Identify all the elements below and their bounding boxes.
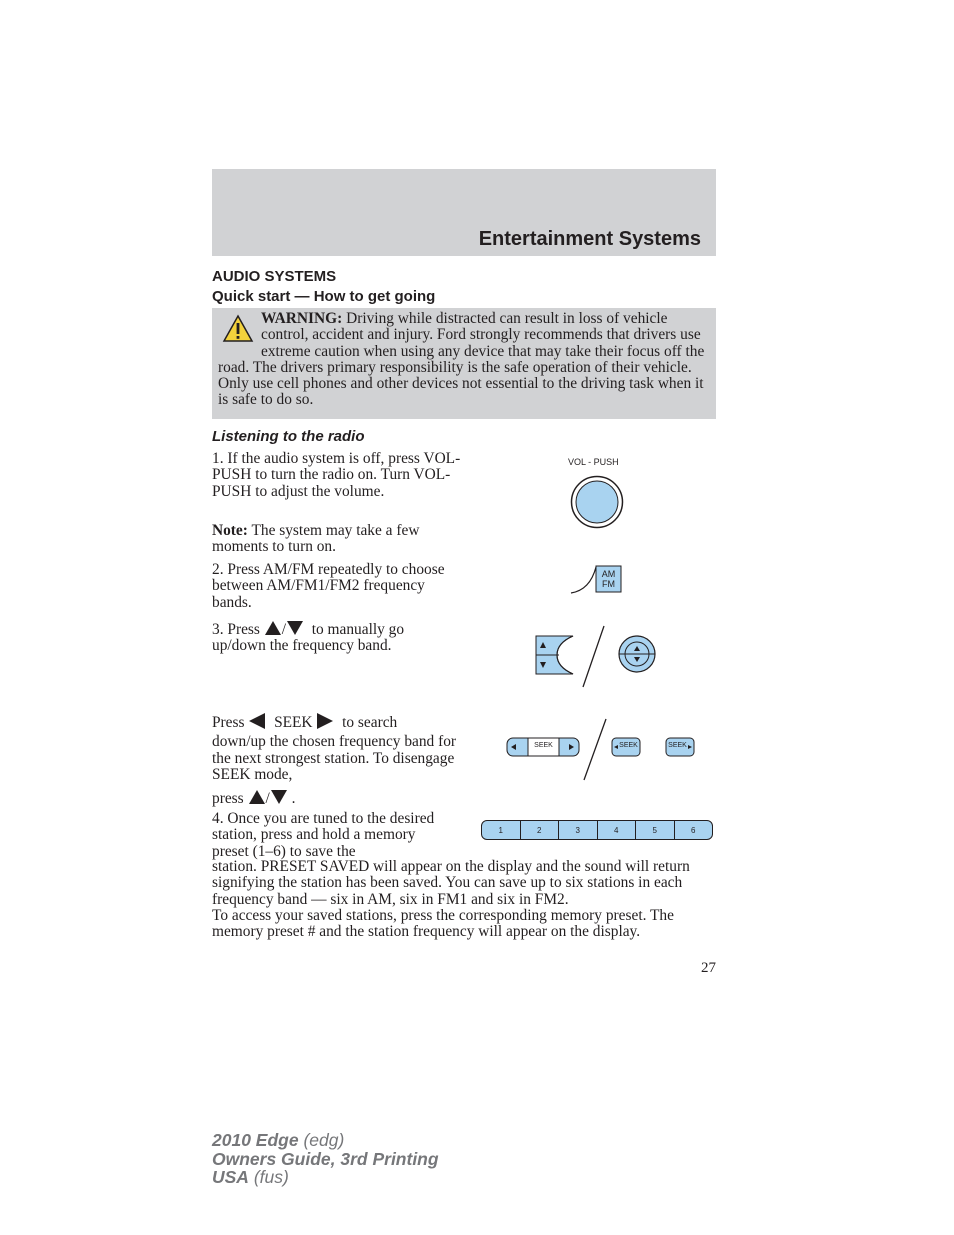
note-text (212, 523, 462, 556)
seek-sep: / (265, 790, 270, 808)
seek-press: press (212, 790, 244, 808)
warning-label: WARNING: (261, 310, 343, 327)
memory-preset-bar (481, 820, 713, 840)
footer-model-code: (edg) (298, 1130, 345, 1150)
access-text: To access your saved stations, press the corresponding memory preset. The memory preset # and the station frequency will appear on the display. (212, 907, 674, 941)
step-2-text: 2. Press AM/FM repeatedly to choose between AM/FM1/FM2 frequency bands. (212, 561, 445, 611)
step-3-text (212, 620, 442, 655)
footer-model: 2010 Edge (212, 1130, 299, 1150)
up-arrow-icon (248, 789, 266, 805)
radio-subheading: Listening to the radio (212, 428, 365, 445)
preset-button-5[interactable]: 5 (635, 821, 674, 839)
step-3-lead: 3. Press (212, 621, 260, 638)
seek-left-button[interactable]: SEEK (619, 742, 638, 749)
footer-market: USA (212, 1167, 249, 1187)
note-body: The system may take a few moments to turn on. (212, 522, 420, 556)
seek-right-button[interactable]: SEEK (668, 742, 687, 749)
down-arrow-icon (286, 620, 304, 636)
am-label: AM (601, 569, 616, 579)
am-fm-button[interactable] (570, 564, 623, 594)
seek-controls (506, 716, 698, 782)
right-arrow-icon (316, 713, 334, 729)
step-1-text: 1. If the audio system is off, press VOL-PUSH to turn the radio on. Turn VOL-PUSH to adjust the volume. (212, 450, 461, 500)
footer-market-code: (fus) (248, 1167, 289, 1187)
vol-push-label: VOL - PUSH (568, 457, 619, 467)
seek-press-line (212, 789, 464, 807)
step-4-continued: station. PRESET SAVED will appear on the display and the sound will return signifying the station has been saved. You can save up to six stations in each frequency band — six in AM, six in FM1 and six in FM2. (212, 858, 690, 908)
seek-desc: down/up the chosen frequency band for the next strongest station. To disengage SEEK mode, (212, 733, 457, 783)
footer-guide: Owners Guide, 3rd Printing (212, 1148, 439, 1169)
document-footer (212, 1131, 439, 1187)
up-arrow-icon (264, 620, 282, 636)
step-4-text: 4. Once you are tuned to the desired station, press and hold a memory preset (1–6) to save the (212, 810, 435, 860)
seek-text (212, 713, 464, 807)
down-arrow-icon (270, 789, 288, 805)
warning-box (212, 308, 716, 419)
section-header-bar (212, 169, 716, 256)
seek-word: SEEK (274, 714, 313, 731)
note-label: Note: (212, 522, 248, 539)
preset-button-3[interactable]: 3 (558, 821, 597, 839)
preset-button-2[interactable]: 2 (520, 821, 559, 839)
step-3-sep: / (281, 621, 287, 638)
section-title: AUDIO SYSTEMS (212, 268, 337, 285)
warning-icon (218, 311, 261, 345)
seek-rocker-label[interactable]: SEEK (534, 742, 553, 749)
preset-button-1[interactable]: 1 (498, 825, 503, 835)
seek-end: . (291, 790, 296, 808)
section-header-title: Entertainment Systems (478, 228, 701, 250)
tune-controls (533, 623, 661, 689)
preset-button-6[interactable]: 6 (674, 821, 713, 839)
warning-text (218, 311, 710, 409)
page-number: 27 (701, 960, 716, 976)
section-subtitle: Quick start — How to get going (212, 288, 436, 305)
step-3-tail: to manually go up/down the frequency band. (212, 621, 405, 655)
left-arrow-icon (248, 713, 266, 729)
seek-lead: Press (212, 714, 245, 731)
vol-push-knob[interactable] (570, 475, 624, 529)
fm-label: FM (602, 579, 615, 589)
seek-tail: to search (342, 714, 398, 731)
preset-button-4[interactable]: 4 (597, 821, 636, 839)
warning-body: Driving while distracted can result in loss of vehicle control, accident and injury. Ford strongly recommends that drivers use extreme caution when using any device that may take their focus off the road. The drivers primary responsibility is the safe operation of their vehicle. Only use cell phones and other devices not essential to the driving task when it is safe to do so. (218, 310, 705, 409)
